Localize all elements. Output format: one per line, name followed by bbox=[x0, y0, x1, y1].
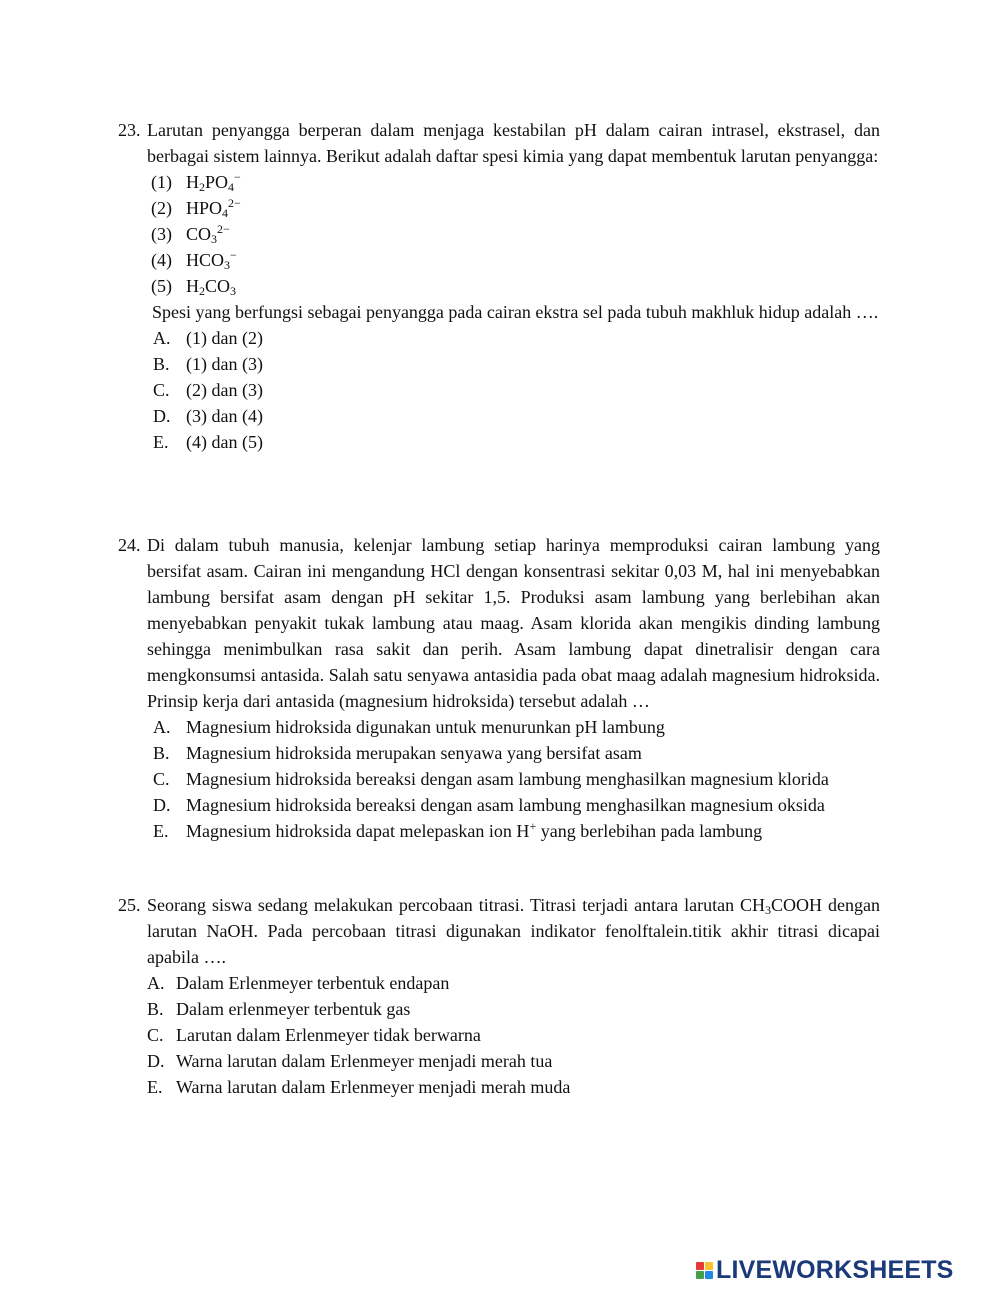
option-text: (1) dan (2) bbox=[186, 328, 263, 348]
answer-option[interactable] bbox=[118, 996, 880, 1022]
formula-part: CO bbox=[205, 276, 231, 296]
option-text: Magnesium hidroksida dapat melepaskan ion H bbox=[186, 821, 530, 841]
option-text: Warna larutan dalam Erlenmeyer menjadi merah tua bbox=[176, 1051, 553, 1071]
species-label: (2) bbox=[151, 198, 172, 218]
option-label: D. bbox=[153, 795, 171, 815]
option-text: (4) dan (5) bbox=[186, 432, 263, 452]
species-list bbox=[118, 169, 880, 299]
option-text: Larutan dalam Erlenmeyer tidak berwarna bbox=[176, 1025, 481, 1045]
formula-part: CO bbox=[186, 224, 212, 244]
question-25 bbox=[118, 892, 880, 1100]
question-text: Larutan penyangga berperan dalam menjaga kestabilan pH dalam cairan intrasel, ekstrasel, dan berbagai sistem lainnya. Berikut adalah daftar spesi kimia yang dapat membentuk larutan penyangga: bbox=[147, 120, 880, 166]
answer-option[interactable] bbox=[118, 970, 880, 996]
answer-option[interactable] bbox=[118, 792, 880, 818]
formula-part: HPO bbox=[186, 198, 223, 218]
option-text: (3) dan (4) bbox=[186, 406, 263, 426]
option-text: Magnesium hidroksida bereaksi dengan asam lambung menghasilkan magnesium klorida bbox=[186, 769, 829, 789]
species-item bbox=[118, 195, 880, 221]
option-label: C. bbox=[153, 769, 170, 789]
question-text: Di dalam tubuh manusia, kelenjar lambung setiap harinya memproduksi cairan lambung yang bersifat asam. Cairan ini mengandung HCl dengan konsentrasi sekitar 0,03 M, hal ini menyebabkan lambung bersifat asam dengan pH sekitar 1,5. Produksi asam lambung yang berlebihan akan menyebabkan penyakit tukak lambung atau maag. Asam klorida akan mengikis dinding lambung sehingga menimbulkan rasa sakit dan perih. Asam lambung dapat dinetralisir dengan cara mengkonsumsi antasida. Salah satu senyawa antasidia pada obat maag adalah magnesium hidroksida. Prinsip kerja dari antasida (magnesium hidroksida) tersebut adalah … bbox=[147, 535, 880, 711]
answer-option[interactable] bbox=[118, 1048, 880, 1074]
question-stem bbox=[118, 892, 880, 970]
option-label: A. bbox=[147, 973, 165, 993]
liveworksheets-logo[interactable] bbox=[696, 1255, 954, 1285]
answer-option[interactable] bbox=[118, 403, 880, 429]
ion-charge: + bbox=[529, 819, 537, 833]
species-item bbox=[118, 273, 880, 299]
answer-option[interactable] bbox=[118, 351, 880, 377]
answer-option[interactable] bbox=[118, 325, 880, 351]
question-23 bbox=[118, 117, 880, 455]
liveworksheets-icon bbox=[696, 1262, 713, 1279]
logo-square bbox=[705, 1262, 713, 1270]
question-number: 24. bbox=[118, 535, 141, 555]
prompt-text: Spesi yang berfungsi sebagai penyangga pada cairan ekstra sel pada tubuh makhluk hidup adalah …. bbox=[152, 302, 879, 322]
question-number: 25. bbox=[118, 895, 141, 915]
species-label: (4) bbox=[151, 250, 172, 270]
option-text-tail: yang berlebihan pada lambung bbox=[536, 821, 763, 841]
option-label: A. bbox=[153, 717, 171, 737]
logo-square bbox=[696, 1271, 704, 1279]
option-text: Magnesium hidroksida digunakan untuk menurunkan pH lambung bbox=[186, 717, 665, 737]
option-text: Magnesium hidroksida bereaksi dengan asam lambung menghasilkan magnesium oksida bbox=[186, 795, 825, 815]
question-stem bbox=[118, 117, 880, 169]
option-text: (1) dan (3) bbox=[186, 354, 263, 374]
answer-options bbox=[118, 325, 880, 455]
formula-subscript: 4 bbox=[222, 206, 229, 220]
formula-subscript: 3 bbox=[211, 232, 218, 246]
answer-option[interactable] bbox=[118, 714, 880, 740]
option-label: B. bbox=[153, 743, 170, 763]
question-24 bbox=[118, 532, 880, 844]
answer-option[interactable] bbox=[118, 1074, 880, 1100]
answer-options bbox=[118, 714, 880, 844]
option-text: Magnesium hidroksida merupakan senyawa yang bersifat asam bbox=[186, 743, 642, 763]
logo-square bbox=[696, 1262, 704, 1270]
option-label: D. bbox=[147, 1051, 165, 1071]
formula-subscript: 2 bbox=[199, 180, 205, 194]
logo-square bbox=[705, 1271, 713, 1279]
species-item bbox=[118, 169, 880, 195]
question-text bbox=[147, 895, 880, 967]
question-prompt bbox=[118, 299, 880, 325]
species-label: (5) bbox=[151, 276, 172, 296]
option-text: Dalam Erlenmeyer terbentuk endapan bbox=[176, 973, 450, 993]
question-number: 23. bbox=[118, 120, 141, 140]
option-text: (2) dan (3) bbox=[186, 380, 263, 400]
question-stem bbox=[118, 532, 880, 714]
question-text-part: Seorang siswa sedang melakukan percobaan titrasi. Titrasi terjadi antara larutan CH bbox=[147, 895, 766, 915]
species-item bbox=[118, 247, 880, 273]
option-label: A. bbox=[153, 328, 171, 348]
formula-part: H bbox=[186, 276, 199, 296]
formula-part: PO bbox=[205, 172, 229, 192]
option-label: C. bbox=[147, 1025, 164, 1045]
formula-subscript: 3 bbox=[224, 258, 231, 272]
option-label: C. bbox=[153, 380, 170, 400]
answer-option[interactable] bbox=[118, 377, 880, 403]
answer-option[interactable] bbox=[118, 740, 880, 766]
answer-option[interactable] bbox=[118, 818, 880, 844]
formula-charge: 2− bbox=[228, 196, 241, 210]
formula-charge: − bbox=[234, 170, 241, 184]
question-text-part: COOH dengan larutan NaOH. Pada percobaan titrasi digunakan indikator fenolftalein.titik akhir titrasi dicapai apabila …. bbox=[147, 895, 880, 967]
option-label: E. bbox=[147, 1077, 163, 1097]
species-item bbox=[118, 221, 880, 247]
option-label: B. bbox=[153, 354, 170, 374]
answer-options bbox=[118, 970, 880, 1100]
answer-option[interactable] bbox=[118, 1022, 880, 1048]
species-label: (1) bbox=[151, 172, 172, 192]
option-text: Warna larutan dalam Erlenmeyer menjadi merah muda bbox=[176, 1077, 571, 1097]
option-label: E. bbox=[153, 432, 169, 452]
formula-charge: − bbox=[230, 248, 237, 262]
answer-option[interactable] bbox=[118, 766, 880, 792]
brand-name: LIVEWORKSHEETS bbox=[716, 1255, 954, 1284]
formula-subscript: 2 bbox=[199, 284, 205, 298]
option-label: E. bbox=[153, 821, 169, 841]
option-label: D. bbox=[153, 406, 171, 426]
option-label: B. bbox=[147, 999, 164, 1019]
answer-option[interactable] bbox=[118, 429, 880, 455]
formula-part: H bbox=[186, 172, 199, 192]
formula-subscript: 3 bbox=[230, 284, 237, 298]
formula-subscript: 4 bbox=[228, 180, 235, 194]
formula-subscript: 3 bbox=[765, 903, 772, 917]
formula-part: HCO bbox=[186, 250, 225, 270]
formula-charge: 2− bbox=[217, 222, 230, 236]
species-label: (3) bbox=[151, 224, 172, 244]
option-text: Dalam erlenmeyer terbentuk gas bbox=[176, 999, 411, 1019]
